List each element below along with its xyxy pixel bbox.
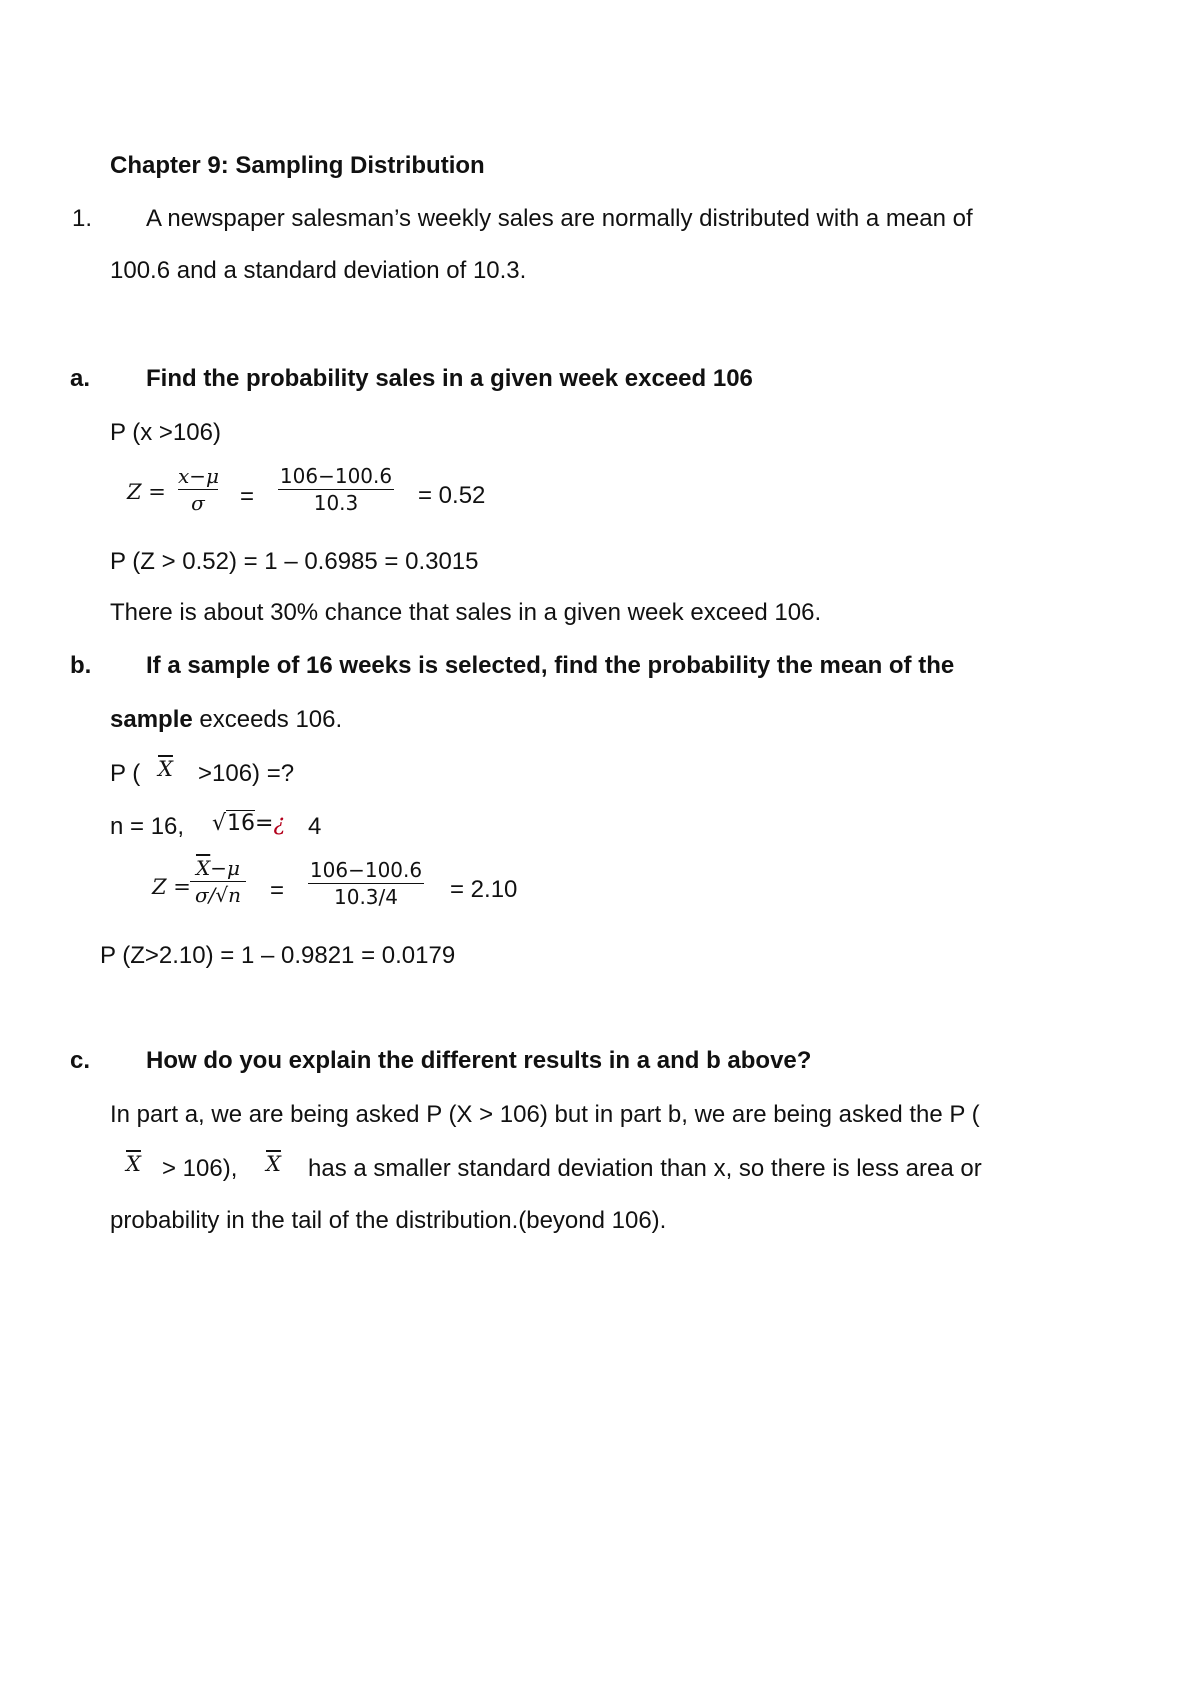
x-bar-symbol: $\overline{X}$ xyxy=(195,856,211,880)
sqrt-equals: = xyxy=(255,811,274,836)
fraction-bar xyxy=(278,489,394,490)
part-b-z-formula-fraction xyxy=(190,858,246,906)
part-b-z-numerator-tail: −μ xyxy=(210,856,240,880)
part-b-probability-close: >106) =? xyxy=(198,760,295,787)
part-b-probability-calculation: P (Z>2.10) = 1 – 0.9821 = 0.0179 xyxy=(100,942,456,969)
fraction-bar xyxy=(178,489,218,490)
part-b-sample-size: n = 16, xyxy=(110,813,185,840)
part-c-answer-line-1: In part a, we are being asked P (X > 106) but in part b, we are being asked the P ( xyxy=(110,1101,980,1128)
part-a-substitution-denominator: 10.3 xyxy=(313,491,359,515)
part-b-question-line-2 xyxy=(110,708,342,732)
x-bar-symbol: $\overline{X}$ xyxy=(126,1152,141,1176)
part-a-label: a. xyxy=(70,365,91,392)
x-bar-symbol: $\overline{X}$ xyxy=(266,1152,281,1176)
part-c-answer-line-2b: has a smaller standard deviation than x, so there is less area or xyxy=(308,1155,982,1182)
glitch-character: ¿ xyxy=(273,811,286,836)
part-c-label: c. xyxy=(70,1047,91,1074)
part-a-question: Find the probability sales in a given week exceed 106 xyxy=(146,365,753,392)
fraction-bar xyxy=(308,883,424,884)
part-b-z-lhs: Z = xyxy=(152,875,191,899)
part-a-z-numerator: x−μ xyxy=(178,464,220,488)
part-b-z-result: = 2.10 xyxy=(450,876,518,903)
part-a-equals: = xyxy=(240,483,255,510)
part-a-z-denominator: σ xyxy=(191,491,205,515)
part-c-answer-line-3: probability in the tail of the distribution.(beyond 106). xyxy=(110,1207,667,1234)
part-a-probability-calculation: P (Z > 0.52) = 1 – 0.6985 = 0.3015 xyxy=(110,548,479,575)
part-b-substitution-numerator: 106−100.6 xyxy=(309,858,423,882)
part-b-substitution-denominator: 10.3/4 xyxy=(334,885,398,909)
part-a-substitution-numerator: 106−100.6 xyxy=(279,464,393,488)
part-a-z-result: = 0.52 xyxy=(418,482,486,509)
part-b-z-numerator xyxy=(190,858,246,879)
part-a-z-lhs: Z = xyxy=(127,480,166,504)
part-b-question-tail: exceeds 106. xyxy=(192,706,343,733)
x-bar-symbol: $\overline{X}$ xyxy=(158,757,173,781)
part-b-question-line-1: If a sample of 16 weeks is selected, find the probability the mean of the xyxy=(146,652,955,679)
part-a-z-formula-fraction xyxy=(178,466,218,514)
sqrt-symbol: √ xyxy=(212,811,227,836)
sqrt-argument: 16 xyxy=(227,811,256,836)
part-b-equals: = xyxy=(270,877,285,904)
part-b-sqrt-value: 4 xyxy=(308,813,322,840)
part-b-sqrt-expression xyxy=(212,813,285,835)
part-b-probability-open: P ( xyxy=(110,760,141,787)
part-b-question-bold-word: sample xyxy=(110,706,193,733)
part-b-z-denominator: σ/√n xyxy=(194,883,241,907)
part-b-substitution-fraction xyxy=(308,860,424,908)
chapter-title: Chapter 9: Sampling Distribution xyxy=(110,152,485,179)
part-a-probability-expression: P (x >106) xyxy=(110,419,221,446)
part-c-question: How do you explain the different results in a and b above? xyxy=(146,1047,812,1074)
fraction-bar xyxy=(190,881,246,882)
question-number: 1. xyxy=(72,205,93,232)
question-text-line-1: A newspaper salesman’s weekly sales are normally distributed with a mean of xyxy=(146,205,973,232)
question-text-line-2: 100.6 and a standard deviation of 10.3. xyxy=(110,257,527,284)
part-b-label: b. xyxy=(70,652,92,679)
part-c-answer-line-2a: > 106), xyxy=(162,1155,238,1182)
part-a-conclusion: There is about 30% chance that sales in a given week exceed 106. xyxy=(110,599,822,626)
part-a-substitution-fraction xyxy=(278,466,394,514)
